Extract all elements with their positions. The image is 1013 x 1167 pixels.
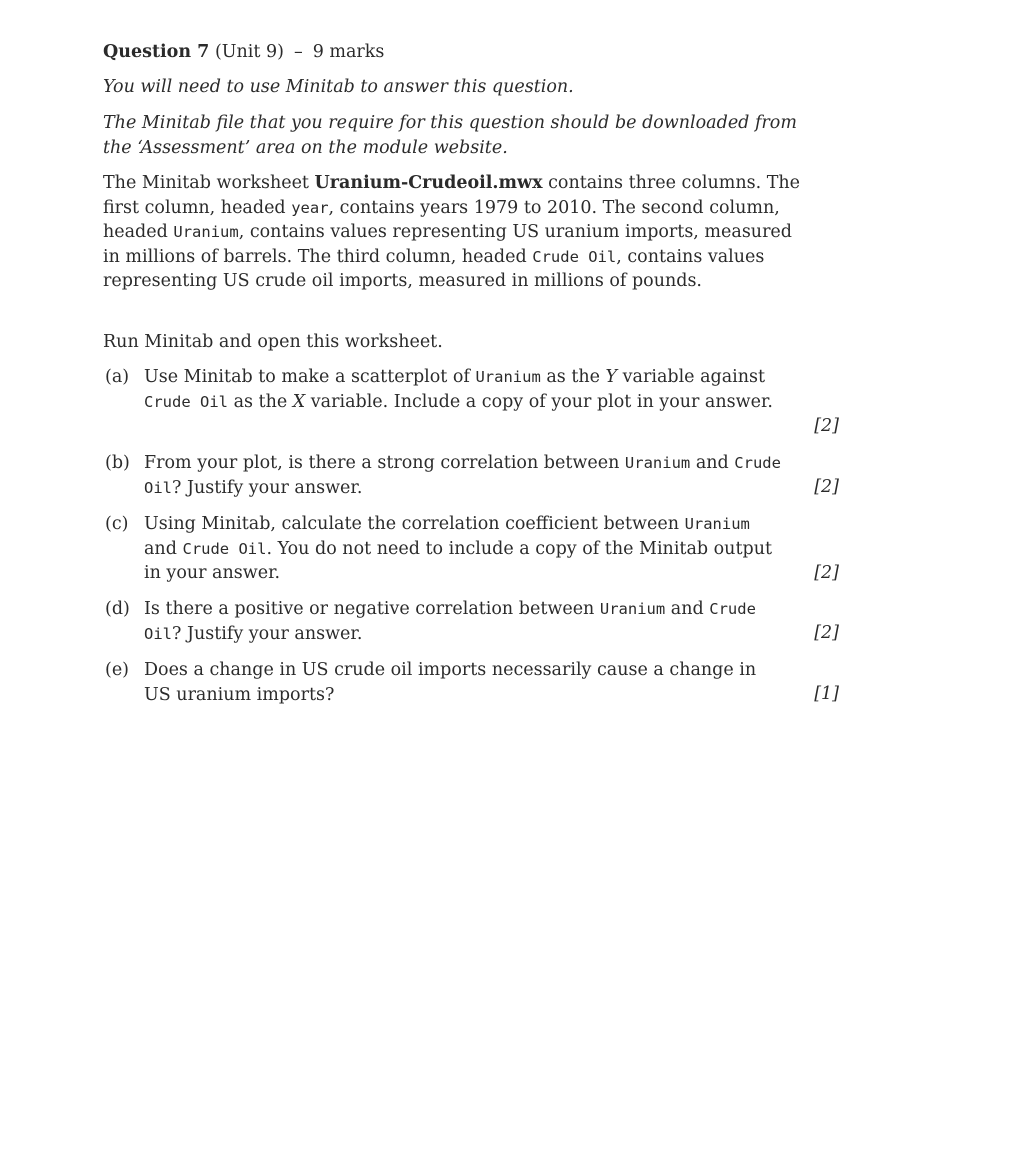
part-label: (a) [105,367,130,387]
column-name-crude-oil: Crude Oil [532,247,617,266]
part-label: (b) [105,453,130,473]
intro-paragraph [103,171,803,294]
part-marks: [2] [814,623,839,643]
intro-text: contains three columns. The first column, headed [103,173,801,218]
variable-crude-oil: Crude Oil [144,600,756,643]
variable-uranium: Uranium [599,600,666,618]
part-text-segment: Is there a positive or negative correlation between [144,599,600,619]
column-name-uranium: Uranium [173,223,239,241]
intro-text: The Minitab worksheet [103,173,315,193]
part-text-segment: and [690,453,735,473]
minitab-note: You will need to use Minitab to answer this question. [103,77,574,97]
intro-text: , contains values representing US crude oil imports, measured in millions of pounds. [103,246,765,291]
variable-x: X [292,391,306,412]
question-heading [103,40,803,65]
part-text [144,365,784,414]
question-label: Question 7 [103,42,210,62]
variable-uranium: Uranium [684,515,750,533]
part-text: Does a change in US crude oil imports necessarily cause a change in US uranium imports? [144,660,757,705]
part-text [144,451,784,500]
part-text-segment: and [144,538,183,559]
variable-y: Y [605,367,618,387]
part-text-segment: as the [540,367,606,387]
part-label: (c) [105,514,129,534]
part-text-segment: and [665,599,710,619]
variable-crude-oil: Crude Oil [182,539,267,558]
part-marks: [2] [814,477,839,497]
part-text-segment: variable. Include a copy of your plot in your answer. [305,391,773,412]
part-text [144,597,784,646]
variable-uranium: Uranium [475,368,541,386]
column-name-year: year [291,198,329,217]
variable-crude-oil: Crude Oil [144,392,228,411]
part-label: (e) [105,660,130,680]
intro-text: , contains years 1979 to 2010. The second column, headed [103,197,780,242]
part-text [144,512,784,586]
intro-text: , contains values representing US uranium imports, measured in millions of barrels. The third column, headed [103,222,792,267]
part-text-segment: Use Minitab to make a scatterplot of [144,367,476,387]
worksheet-name: Uranium-Crudeoil.mwx [314,173,543,193]
part-label: (d) [105,599,130,619]
question-marks: 9 marks [312,42,385,62]
part-text-segment: From your plot, is there a strong correlation between [144,453,625,473]
part-marks: [1] [814,684,839,704]
part-text-segment: as the [228,391,293,412]
run-instruction: Run Minitab and open this worksheet. [103,332,443,352]
part-text-segment: variable against [617,367,766,387]
part-text-segment: . You do not need to include a copy of the Minitab output in your answer. [144,538,772,583]
part-text-segment: Using Minitab, calculate the correlation coefficient between [144,514,685,534]
heading-dash: – [293,42,303,62]
variable-crude-oil: Crude Oil [144,454,781,497]
part-text-segment: ? Justify your answer. [172,623,363,644]
file-note: The Minitab file that you require for this question should be downloaded from the ‘Assessment’ area on the module website. [103,113,797,158]
part-marks: [2] [814,563,839,583]
question-unit: (Unit 9) [214,42,284,62]
variable-uranium: Uranium [624,454,691,472]
part-marks: [2] [814,416,839,436]
part-text-segment: ? Justify your answer. [172,477,363,498]
